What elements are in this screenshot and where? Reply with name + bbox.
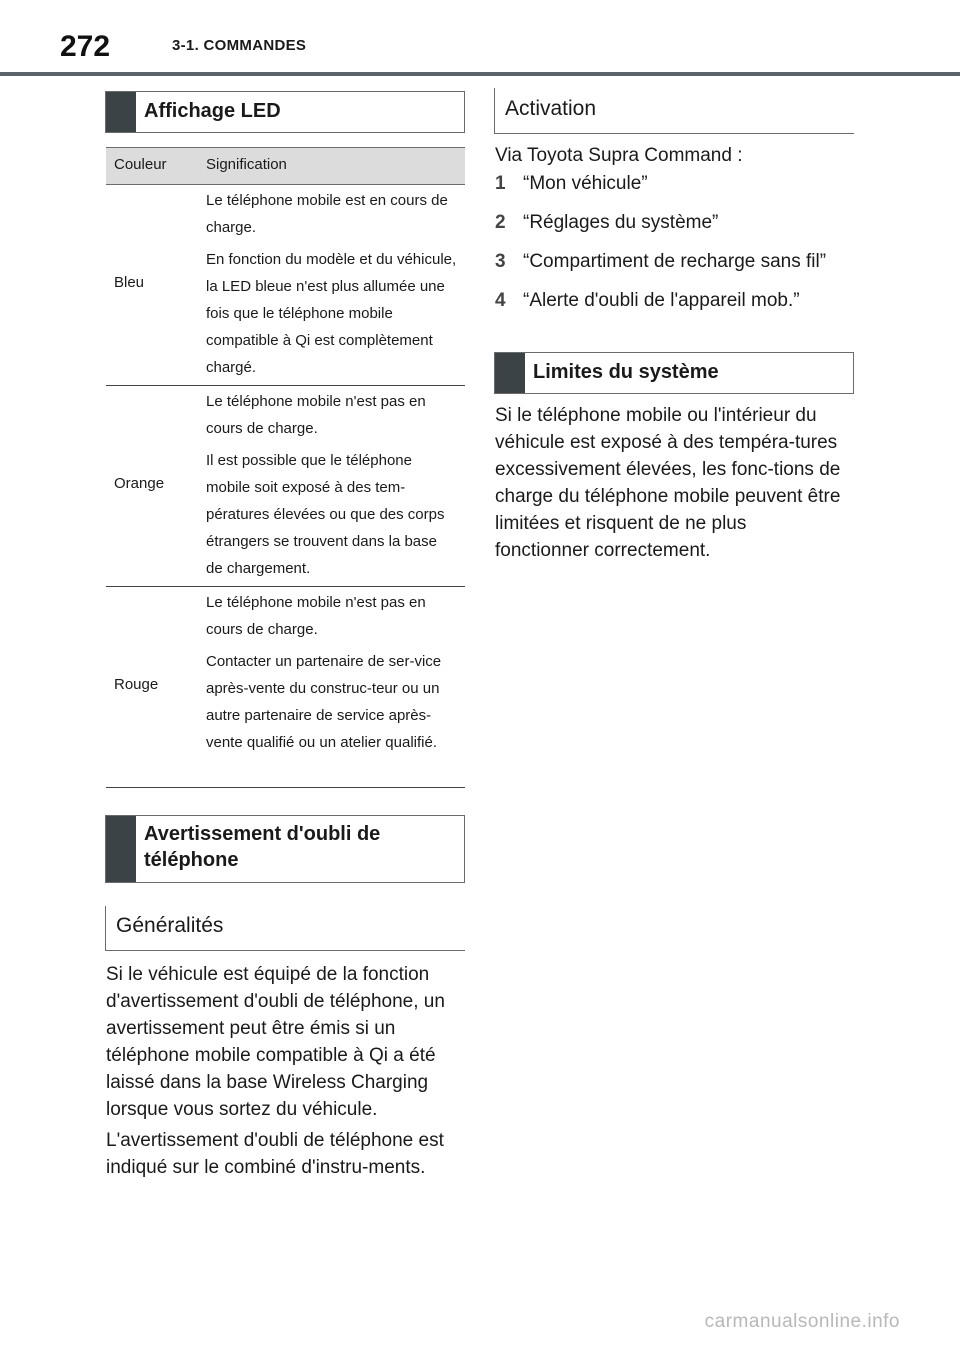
activation-intro: Via Toyota Supra Command : <box>495 145 743 166</box>
column-header-color: Couleur <box>114 156 167 173</box>
row-meaning: Le téléphone mobile n'est pas en cours de charge. Il est possible que le téléphone mobile soit exposé à des tem-pératures élevées ou que des corps étrangers se trouvent dans la base de chargement. <box>206 393 445 577</box>
list-item <box>495 290 855 329</box>
step-number: 4 <box>495 290 506 311</box>
system-limits-text: Si le téléphone mobile ou l'intérieur du véhicule est exposé à des tempéra-tures excessivement élevées, les fonc-tions de charge du téléphone mobile peuvent être limitées et risquent de ne plus fonctionner correctement. <box>495 405 841 561</box>
menu-path-step: “Compartiment de recharge sans fil” <box>523 251 827 272</box>
general-paragraph-1: Si le véhicule est équipé de la fonction d'avertissement d'oubli de téléphone, un avertissement peut être émis si un téléphone mobile compatible à Qi a été laissé dans la base Wireless Charging lorsque vous sortez du véhicule. <box>106 964 445 1120</box>
column-header-meaning: Signification <box>206 156 287 173</box>
step-number: 3 <box>495 251 506 272</box>
list-item <box>495 212 855 251</box>
watermark: carmanualsonline.info <box>704 1311 900 1332</box>
row-color: Bleu <box>114 274 145 291</box>
list-item <box>495 251 855 290</box>
step-number: 2 <box>495 212 506 233</box>
heading-bar <box>495 353 525 393</box>
row-meaning: Le téléphone mobile est en cours de charge. En fonction du modèle et du véhicule, la LED bleue n'est plus allumée une fois que le téléphone mobile compatible à Qi est complètement chargé. <box>206 192 457 376</box>
table-row-orange <box>106 386 465 587</box>
menu-path-step: “Réglages du système” <box>523 212 719 233</box>
table-header <box>106 147 465 185</box>
system-limits-heading: Limites du système <box>494 352 854 394</box>
activation-steps <box>495 173 855 329</box>
page-header <box>0 0 960 76</box>
activation-heading: Activation <box>494 88 854 134</box>
phone-forget-warning-heading: Avertissement d'oubli de téléphone <box>105 815 465 883</box>
general-paragraph-2: L'avertissement d'oubli de téléphone est indiqué sur le combiné d'instru-ments. <box>106 1130 444 1178</box>
heading-bar <box>106 816 136 882</box>
row-color: Orange <box>114 475 165 492</box>
section-title: 3-1. COMMANDES <box>172 37 307 54</box>
led-table <box>106 147 465 788</box>
table-row-red <box>106 587 465 788</box>
row-color: Rouge <box>114 676 159 693</box>
list-item <box>495 173 855 212</box>
table-row-blue <box>106 185 465 386</box>
row-meaning: Le téléphone mobile n'est pas en cours de charge. Contacter un partenaire de ser-vice après-vente du construc-teur ou un autre partenaire de service après-vente qualifié ou un atelier qualifié. <box>206 594 442 751</box>
general-heading: Généralités <box>105 906 465 951</box>
led-display-heading: Affichage LED <box>105 91 465 133</box>
menu-path-step: “Alerte d'oubli de l'appareil mob.” <box>523 290 800 311</box>
header-divider <box>0 72 960 76</box>
page-number: 272 <box>60 30 111 63</box>
heading-bar <box>106 92 136 132</box>
menu-path-step: “Mon véhicule” <box>523 173 648 194</box>
general-section-body <box>106 961 466 1181</box>
step-number: 1 <box>495 173 506 194</box>
